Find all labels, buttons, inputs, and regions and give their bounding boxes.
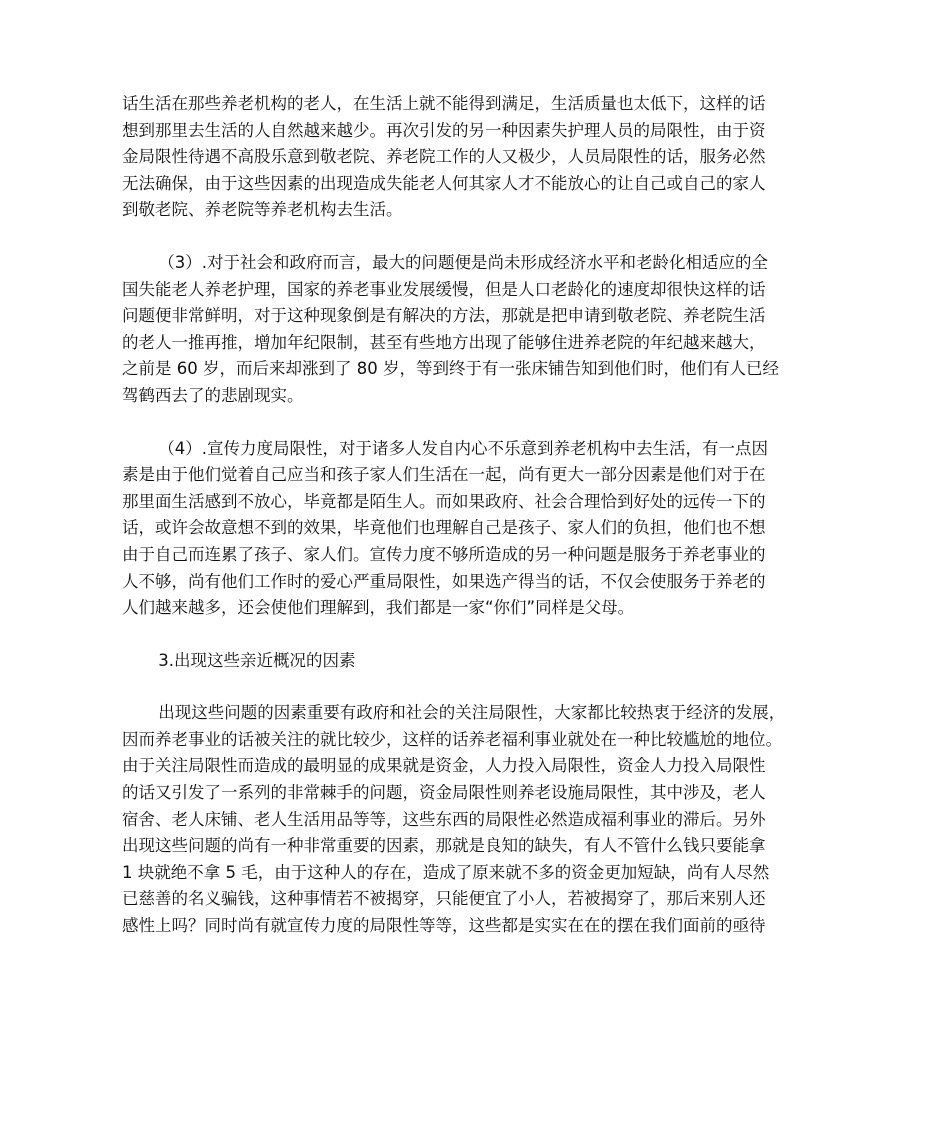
section-heading-text: 3.出现这些亲近概况的因素	[158, 650, 356, 670]
paragraph-care-staff-limits	[122, 91, 830, 224]
document-body	[122, 91, 830, 940]
text-line: 想到那里去生活的人自然越来越少。再次引发的另一种因素失护理人员的局限性，由于资	[122, 120, 766, 140]
text-line: 由于关注局限性而造成的最明显的成果就是资金，人力投入局限性，资金人力投入局限性	[122, 756, 766, 776]
text-line: 之前是 60 岁，而后来却涨到了 80 岁，等到终于有一张床铺告知到他们时，他们有人已经	[122, 359, 779, 379]
paragraph-gap	[122, 224, 830, 250]
text-line: 感性上吗？同时尚有就宣传力度的局限性等等，这些都是实实在在的摆在我们面前的亟待	[122, 916, 766, 936]
text-line: 话生活在那些养老机构的老人，在生活上就不能得到满足，生活质量也太低下，这样的话	[122, 94, 766, 113]
section-heading-3	[122, 648, 830, 675]
text-line: （3）.对于社会和政府而言，最大的问题便是尚未形成经济水平和老龄化相适应的全	[158, 252, 769, 272]
paragraph-item-3-society-government	[122, 250, 830, 410]
text-line: 人们越来越多，还会使他们理解到，我们都是一家“你们”同样是父母。	[122, 598, 635, 618]
paragraph-gap	[122, 622, 830, 648]
paragraph-gap	[122, 410, 830, 436]
text-line: 到敬老院、养老院等养老机构去生活。	[122, 200, 403, 220]
text-line: 无法确保，由于这些因素的出现造成失能老人何其家人才不能放心的让自己或自己的家人	[122, 173, 766, 193]
text-line: 话，或许会故意想不到的效果，毕竟他们也理解自己是孩子、家人们的负担，他们也不想	[122, 518, 766, 538]
paragraph-gap	[122, 674, 830, 700]
paragraph-causes	[122, 700, 830, 939]
text-line: 的话又引发了一系列的非常棘手的问题，资金局限性则养老设施局限性，其中涉及，老人	[122, 783, 766, 803]
text-line: （4）.宣传力度局限性，对于诸多人发自内心不乐意到养老机构中去生活，有一点因	[158, 438, 769, 458]
text-line: 素是由于他们觉着自己应当和孩子家人们生活在一起，尚有更大一部分因素是他们对于在	[122, 465, 766, 485]
text-line: 的老人一推再推，增加年纪限制，甚至有些地方出现了能够住进养老院的年纪越来越大，	[122, 332, 766, 352]
text-line: 驾鹤西去了的悲剧现实。	[122, 385, 304, 405]
text-line: 人不够，尚有他们工作时的爱心严重局限性，如果选产得当的话，不仅会使服务于养老的	[122, 571, 766, 591]
paragraph-item-4-publicity	[122, 436, 830, 622]
text-line: 那里面生活感到不放心，毕竟都是陌生人。而如果政府、社会合理恰到好处的远传一下的	[122, 491, 766, 511]
text-line: 1 块就绝不拿 5 毛，由于这种人的存在，造成了原来就不多的资金更加短缺，尚有人尽然	[122, 862, 770, 882]
text-line: 因而养老事业的话被关注的就比较少，这样的话养老福利事业就处在一种比较尴尬的地位。	[122, 729, 782, 749]
text-line: 出现这些问题的尚有一种非常重要的因素，那就是良知的缺失，有人不管什么钱只要能拿	[122, 836, 766, 856]
text-line: 国失能老人养老护理，国家的养老事业发展缓慢，但是人口老龄化的速度却很快这样的话	[122, 279, 766, 299]
text-line: 由于自己而连累了孩子、家人们。宣传力度不够所造成的另一种问题是服务于养老事业的	[122, 544, 766, 564]
text-line: 问题便非常鲜明，对于这种现象倒是有解决的方法，那就是把申请到敬老院、养老院生活	[122, 306, 766, 326]
text-line: 宿舍、老人床铺、老人生活用品等等，这些东西的局限性必然造成福利事业的滞后。另外	[122, 809, 766, 829]
text-line: 金局限性待遇不高股乐意到敬老院、养老院工作的人又极少，人员局限性的话，服务必然	[122, 147, 766, 167]
text-line: 出现这些问题的因素重要有政府和社会的关注局限性，大家都比较热衷于经济的发展，	[158, 703, 786, 723]
text-line: 已慈善的名义骗钱，这种事情若不被揭穿，只能便宜了小人，若被揭穿了，那后来别人还	[122, 889, 766, 909]
